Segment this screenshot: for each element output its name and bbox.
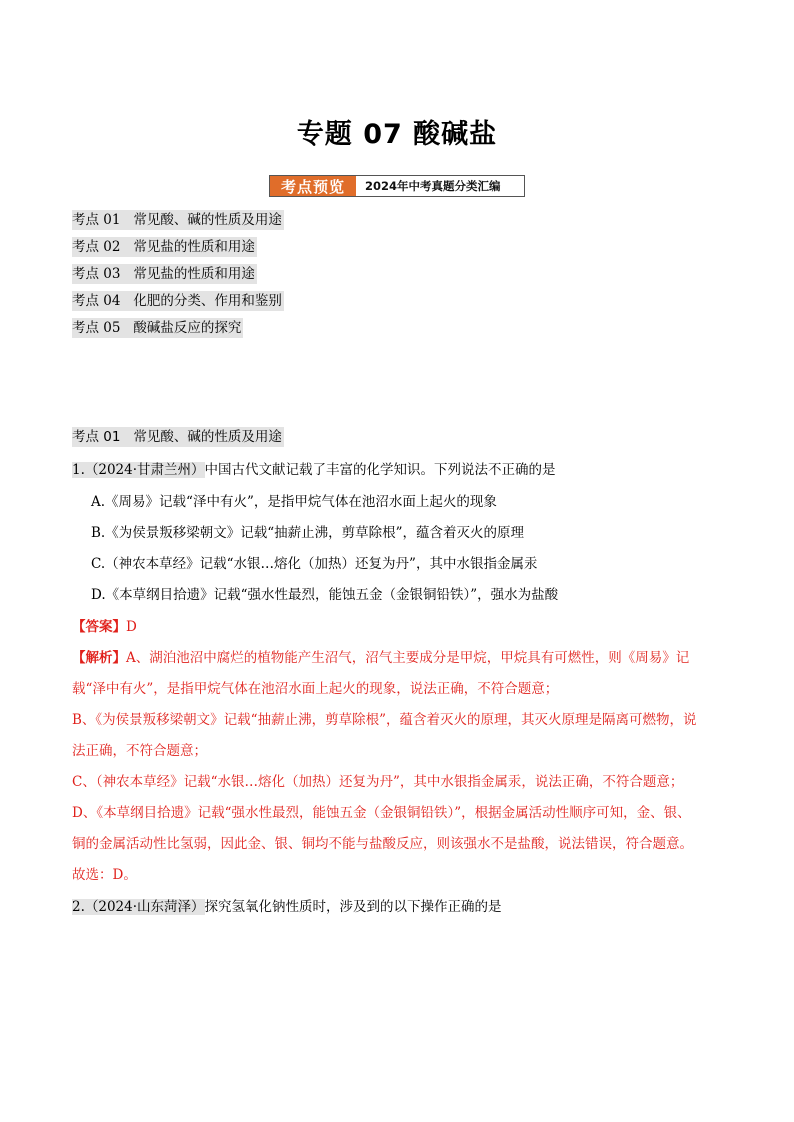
analysis-line: B、《为侯景叛移梁朝文》记载“抽薪止沸，剪草除根”，蕴含着灭火的原理，其灭火原理是隔离可燃物，说 <box>72 712 697 728</box>
toc-item-num: 考点 05 <box>72 320 121 336</box>
toc-item[interactable] <box>72 210 284 230</box>
question-text: 中国古代文献记载了丰富的化学知识。下列说法不正确的是 <box>204 462 556 478</box>
preview-tag: 考点预览 <box>270 176 356 196</box>
section-heading <box>72 427 284 447</box>
analysis-line: 故选：D。 <box>72 867 137 883</box>
question-source: 2.（2024·山东菏泽） <box>72 899 205 915</box>
section-num: 考点 01 <box>72 429 121 445</box>
preview-subtitle: 2024年中考真题分类汇编 <box>365 179 501 193</box>
answer-value: D <box>126 619 137 635</box>
toc-item[interactable] <box>72 264 257 284</box>
analysis-line <box>72 648 689 668</box>
analysis-line: D、《本草纲目拾遗》记载“强水性最烈，能蚀五金（金银铜铅铁）”，根据金属活动性顺序可知，金、银、 <box>72 805 691 821</box>
toc-item-num: 考点 01 <box>72 212 121 228</box>
toc-item[interactable] <box>72 318 243 338</box>
toc-item-label: 常见盐的性质和用途 <box>133 266 255 282</box>
analysis-line: 铜的金属活动性比氢弱，因此金、银、铜均不能与盐酸反应，则该强水不是盐酸，说法错误，符合题意。 <box>72 836 693 852</box>
toc-item-label: 常见盐的性质和用途 <box>133 239 255 255</box>
toc-item[interactable] <box>72 237 257 257</box>
analysis-label: 【解析】 <box>72 650 126 666</box>
option-b: B.《为侯景叛移梁朝文》记载“抽薪止沸，剪草除根”，蕴含着灭火的原理 <box>91 525 525 541</box>
analysis-text: A、湖泊池沼中腐烂的植物能产生沼气，沼气主要成分是甲烷，甲烷具有可燃性，则《周易》记 <box>126 650 690 666</box>
question-text: 探究氢氧化钠性质时，涉及到的以下操作正确的是 <box>204 899 502 915</box>
analysis-line: C、（神农本草经》记载“水银…熔化（加热）还复为丹”，其中水银指金属汞，说法正确，不符合题意； <box>72 774 684 790</box>
option-d: D.《本草纲目拾遗》记载“强水性最烈，能蚀五金（金银铜铅铁）”，强水为盐酸 <box>91 587 559 603</box>
toc-item-num: 考点 03 <box>72 266 121 282</box>
answer-line <box>72 617 137 637</box>
toc-item-num: 考点 04 <box>72 293 121 309</box>
page-title: 专题 07 酸碱盐 <box>296 119 498 150</box>
section-label: 常见酸、碱的性质及用途 <box>133 429 282 445</box>
analysis-line: 载“泽中有火”，是指甲烷气体在池沼水面上起火的现象，说法正确，不符合题意； <box>72 681 559 697</box>
toc-item-label: 化肥的分类、作用和鉴别 <box>133 293 282 309</box>
toc-item[interactable] <box>72 291 284 311</box>
question-2-stem <box>72 897 502 917</box>
preview-banner <box>269 175 525 197</box>
option-c: C.（神农本草经》记载“水银…熔化（加热）还复为丹”，其中水银指金属汞 <box>91 556 538 572</box>
answer-label: 【答案】 <box>72 619 126 635</box>
option-a: A.《周易》记载“泽中有火”，是指甲烷气体在池沼水面上起火的现象 <box>91 494 497 510</box>
question-1-stem <box>72 460 556 480</box>
toc-list <box>72 210 284 345</box>
question-source: 1.（2024·甘肃兰州） <box>72 462 205 478</box>
analysis-line: 法正确，不符合题意； <box>72 743 207 759</box>
toc-item-label: 酸碱盐反应的探究 <box>133 320 242 336</box>
toc-item-num: 考点 02 <box>72 239 121 255</box>
toc-item-label: 常见酸、碱的性质及用途 <box>133 212 282 228</box>
